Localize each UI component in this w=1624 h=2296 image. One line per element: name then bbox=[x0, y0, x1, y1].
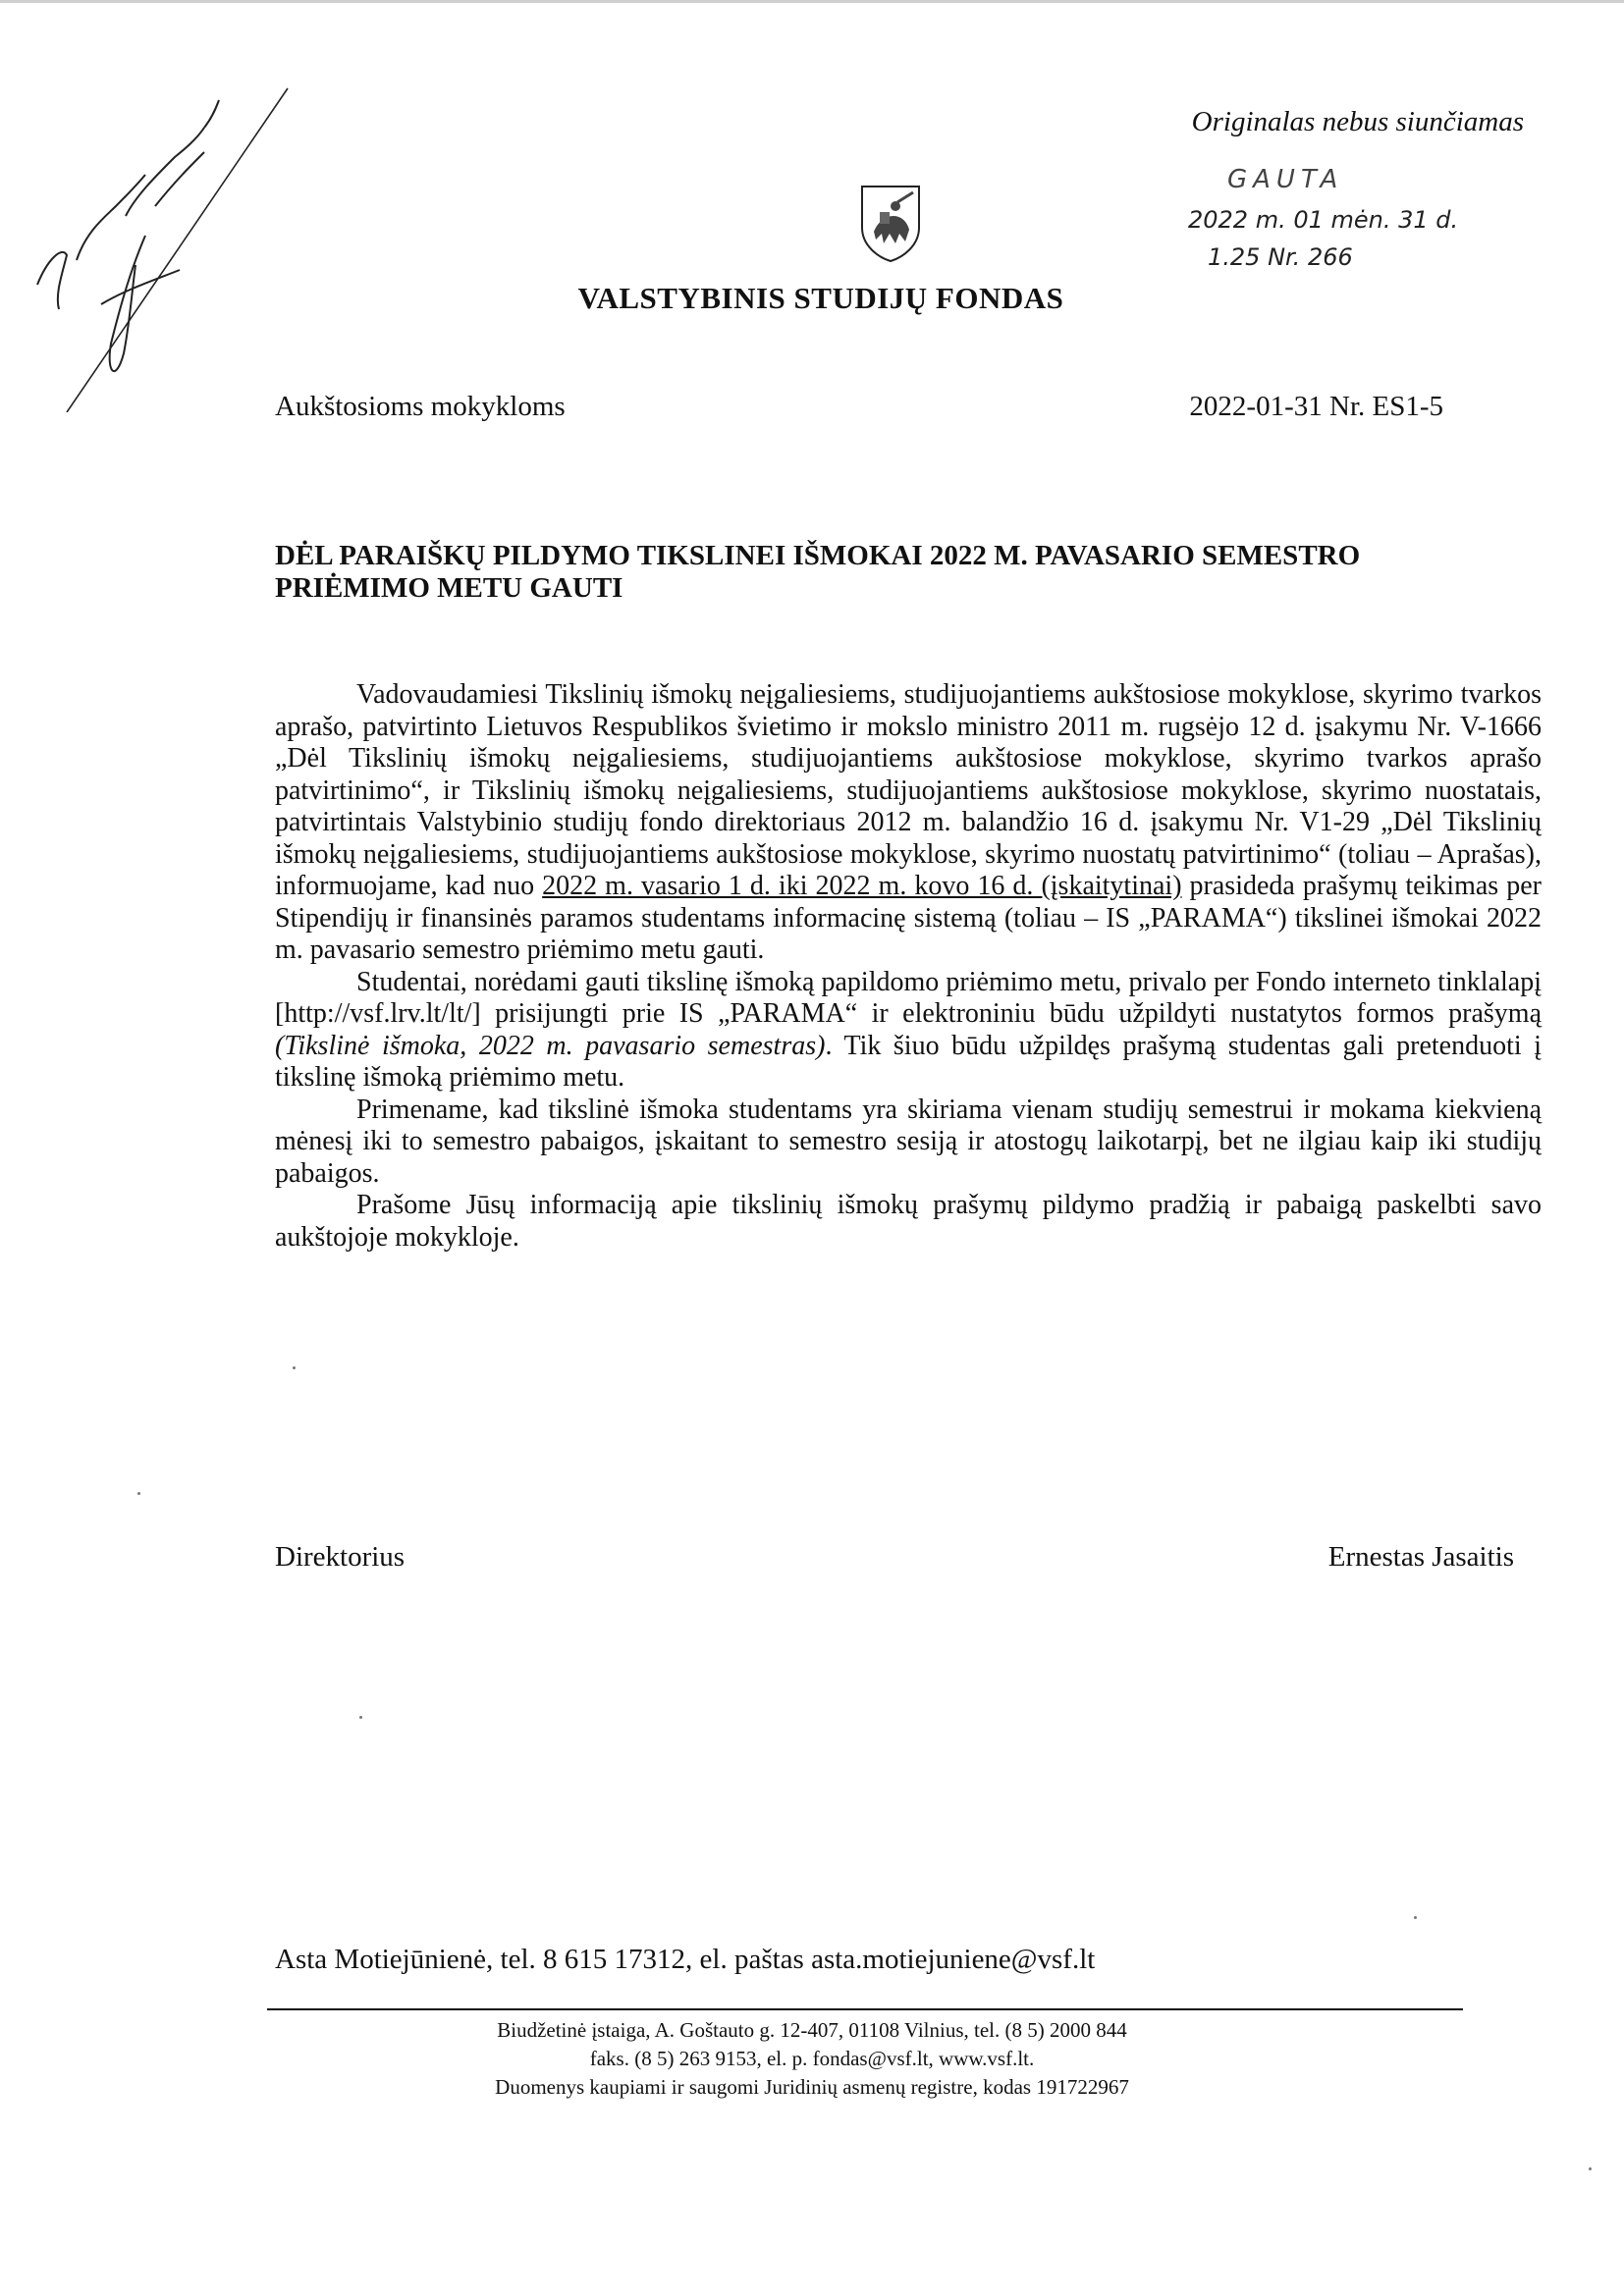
footer-divider bbox=[267, 2008, 1463, 2010]
handwritten-annotation bbox=[8, 59, 302, 412]
letter-body bbox=[275, 679, 1542, 1254]
scan-speck bbox=[359, 1716, 362, 1719]
body-paragraph-4: Prašome Jūsų informaciją apie tikslinių išmokų prašymų pildymo pradžią ir pabaigą paskelbti savo aukštojoje mokykloje. bbox=[275, 1190, 1542, 1253]
original-not-sent-note: Originalas nebus siunčiamas bbox=[1191, 106, 1524, 137]
document-number: ES1-5 bbox=[1372, 391, 1443, 422]
scan-top-edge bbox=[0, 0, 1624, 3]
footer-line-3: Duomenys kaupiami ir saugomi Juridinių asmenų registre, kodas 191722967 bbox=[495, 2075, 1129, 2099]
received-stamp bbox=[1188, 165, 1502, 283]
form-name: (Tikslinė išmoka, 2022 m. pavasario semestras) bbox=[275, 1030, 826, 1061]
scan-speck bbox=[137, 1492, 140, 1495]
letter-title-line-2: PRIĖMIMO METU GAUTI bbox=[275, 572, 623, 604]
contact-person: Asta Motiejūnienė, tel. 8 615 17312, el. paštas asta.motiejuniene@vsf.lt bbox=[275, 1944, 1096, 1975]
letter-title-line-1: DĖL PARAIŠKŲ PILDYMO TIKSLINEI IŠMOKAI 2022 M. PAVASARIO SEMESTRO bbox=[275, 540, 1361, 571]
organization-name: VALSTYBINIS STUDIJŲ FONDAS bbox=[577, 281, 1064, 315]
application-period: 2022 m. vasario 1 d. iki 2022 m. kovo 16 d. (įskaitytinai) bbox=[542, 871, 1182, 901]
footer-line-1: Biudžetinė įstaiga, A. Goštauto g. 12-407, 01108 Vilnius, tel. (8 5) 2000 844 bbox=[497, 2018, 1127, 2042]
document-number-label: Nr. bbox=[1329, 391, 1366, 422]
stamp-number: 1.25 Nr. 266 bbox=[1208, 243, 1353, 271]
body-paragraph-3: Primename, kad tikslinė išmoka studentams yra skiriama vienam studijų semestrui ir mokama kiekvieną mėnesį iki to semestro pabaigos, įskaitant to semestro sesiją ir atostogų laikotarpį, bet ne ilgiau kaip iki studijų pabaigos. bbox=[275, 1094, 1542, 1189]
document-date: 2022-01-31 bbox=[1189, 391, 1323, 422]
director-name: Ernestas Jasaitis bbox=[1327, 1541, 1514, 1573]
body-paragraph-2: Studentai, norėdami gauti tikslinę išmoką papildomo priėmimo metu, privalo per Fondo interneto tinklalapį [http://vsf.lrv.lt/lt/] prisijungti prie IS „PARAMA“ ir elektroniniu būdu užpildyti nustatytos formos prašymą (Tikslinė išmoka, 2022 m. pavasario semestras). Tik šiuo būdu užpildęs prašymą studentas gali pretenduoti į tikslinę išmoką priėmimo metu. bbox=[275, 966, 1542, 1093]
footer bbox=[0, 2016, 1624, 2102]
letter-title bbox=[275, 540, 1551, 605]
vytis-coat-of-arms-icon bbox=[856, 183, 925, 263]
footer-line-2: faks. (8 5) 263 9153, el. p. fondas@vsf.lt, www.vsf.lt. bbox=[589, 2047, 1035, 2070]
scan-speck bbox=[1414, 1916, 1417, 1919]
stamp-title: GAUTA bbox=[1227, 165, 1344, 194]
director-title: Direktorius bbox=[275, 1541, 406, 1573]
recipient: Aukštosioms mokykloms bbox=[275, 391, 566, 422]
stamp-date: 2022 m. 01 mėn. 31 d. bbox=[1188, 206, 1459, 234]
scan-speck bbox=[293, 1366, 296, 1369]
document-reference bbox=[982, 391, 1443, 423]
scan-speck bbox=[1589, 2167, 1592, 2170]
body-paragraph-1: Vadovaudamiesi Tikslinių išmokų neįgaliesiems, studijuojantiems aukštosiose mokyklose, skyrimo tvarkos aprašo, patvirtinto Lietuvos Respublikos švietimo ir mokslo ministro 2011 m. rugsėjo 12 d. įsakymu Nr. V-1666 „Dėl Tikslinių išmokų neįgaliesiems, studijuojantiems aukštosiose mokyklose, skyrimo tvarkos aprašo patvirtinimo“, ir Tikslinių išmokų neįgaliesiems, studijuojantiems aukštosiose mokyklose, skyrimo nuostatais, patvirtintais Valstybinio studijų fondo direktoriaus 2012 m. balandžio 16 d. įsakymu Nr. V1-29 „Dėl Tikslinių išmokų neįgaliesiems, studijuojantiems aukštosiose mokyklose, skyrimo nuostatų patvirtinimo“ (toliau – Aprašas), informuojame, kad nuo 2022 m. vasario 1 d. iki 2022 m. kovo 16 d. (įskaitytinai) prasideda prašymų teikimas per Stipendijų ir finansinės paramos studentams informacinę sistemą (toliau – IS „PARAMA“) tikslinei išmokai 2022 m. pavasario semestro priėmimo metu gauti. bbox=[275, 679, 1542, 965]
